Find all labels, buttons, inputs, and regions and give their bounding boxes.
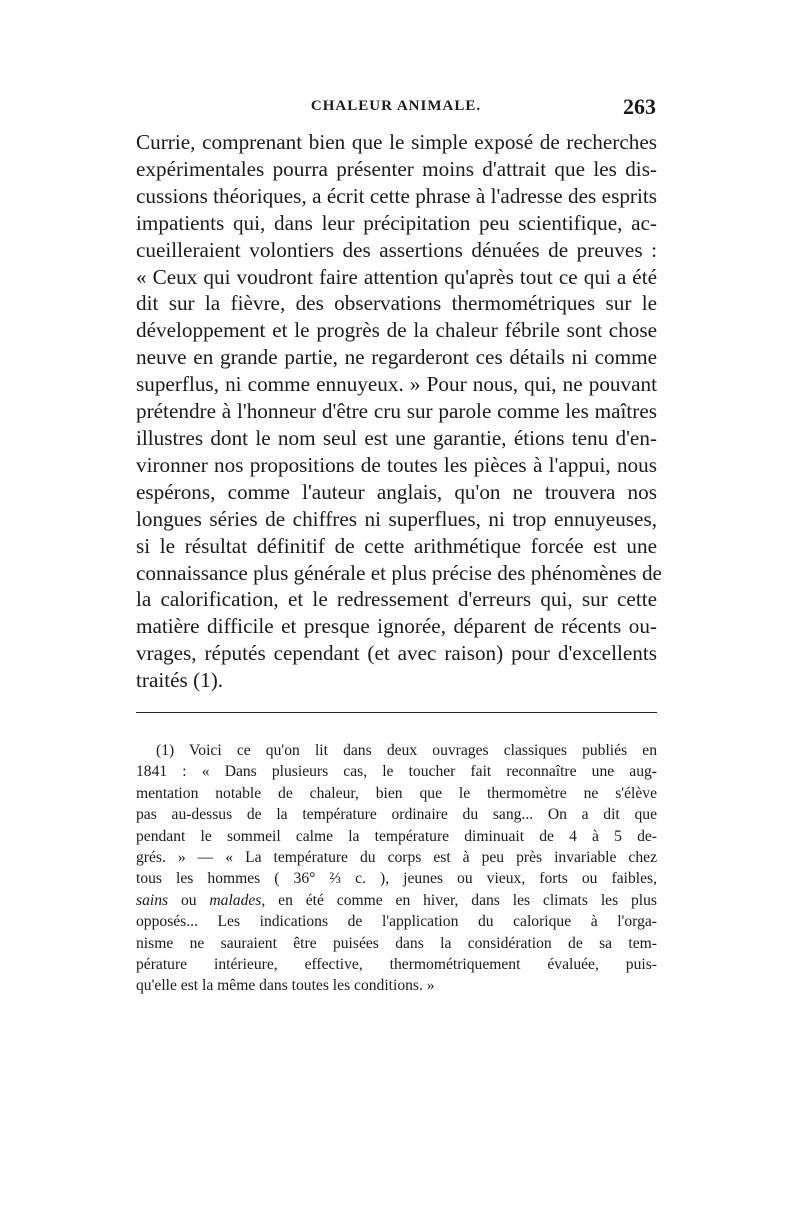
footnote-separator — [136, 712, 657, 713]
body-line: Currie, comprenant bien que le simple exposé de recherches — [136, 130, 657, 154]
body-line: si le résultat définitif de cette arithmétique forcée est une — [136, 533, 657, 558]
body-line: cussions théoriques, a écrit cette phrase à l'adresse des esprits — [136, 183, 657, 208]
footnote-line: pas au-dessus de la température ordinaire du sang... On a dit que — [136, 806, 657, 824]
footnote-line: opposés... Les indications de l'application du calorique à l'orga- — [136, 913, 657, 931]
footnote-line: nisme ne sauraient être puisées dans la considération de sa tem- — [136, 934, 657, 952]
footnote-line: 1841 : « Dans plusieurs cas, le toucher fait reconnaître une aug- — [136, 763, 657, 781]
footnote — [136, 740, 657, 997]
body-line: neuve en grande partie, ne regarderont ces détails ni comme — [136, 345, 657, 370]
footnote-line: (1) Voici ce qu'on lit dans deux ouvrages classiques publiés en — [156, 742, 657, 759]
page-number: 263 — [623, 94, 656, 119]
body-line: vironner nos propositions de toutes les pièces à l'appui, nous — [136, 452, 657, 477]
italic-word: malades — [209, 891, 262, 909]
footnote-line: mentation notable de chaleur, bien que le thermomètre ne s'élève — [136, 784, 657, 802]
body-line: prétendre à l'honneur d'être cru sur parole comme les maîtres — [136, 399, 657, 424]
body-line: la calorification, et le redressement d'erreurs qui, sur cette — [136, 587, 657, 612]
italic-word: sains — [136, 891, 169, 909]
footnote-text: ou — [168, 891, 210, 909]
footnote-line: pendant le sommeil calme la température diminuait de 4 à 5 de- — [136, 827, 657, 845]
body-line: dit sur la fièvre, des observations thermométriques sur le — [136, 291, 657, 316]
body-line: matière difficile et presque ignorée, déparent de récents ou- — [136, 614, 657, 639]
footnote-line: pérature intérieure, effective, thermométriquement évaluée, puis- — [136, 956, 657, 974]
main-text — [136, 129, 662, 694]
body-line: longues séries de chiffres ni superflues, ni trop ennuyeuses, — [136, 506, 657, 531]
footnote-text: , en été comme en hiver, dans les climats les plus — [261, 891, 658, 909]
body-line: superflus, ni comme ennuyeux. » Pour nous, qui, ne pouvant — [136, 372, 657, 397]
body-line: impatients qui, dans leur précipitation peu scientifique, ac- — [136, 210, 657, 235]
body-line: développement et le progrès de la chaleur fébrile sont chose — [136, 318, 657, 343]
body-line: « Ceux qui voudront faire attention qu'après tout ce qui a été — [136, 264, 657, 289]
body-line: vrages, réputés cependant (et avec raison) pour d'excellents — [136, 641, 657, 666]
body-line: expérimentales pourra présenter moins d'attrait que les dis- — [136, 156, 657, 181]
page-header — [136, 94, 656, 120]
body-line: cueilleraient volontiers des assertions dénuées de preuves : — [136, 237, 657, 262]
body-line: espérons, comme l'auteur anglais, qu'on ne trouvera nos — [136, 479, 657, 504]
body-line: traités (1). — [136, 668, 224, 693]
footnote-line — [136, 890, 657, 911]
body-line: connaissance plus générale et plus précise des phénomènes de — [136, 560, 662, 585]
footnote-line: tous les hommes ( 36° ⅔ c. ), jeunes ou vieux, forts ou faibles, — [136, 870, 657, 888]
footnote-line: qu'elle est la même dans toutes les conditions. » — [136, 977, 435, 995]
footnote-line: grés. » — « La température du corps est à peu près invariable chez — [136, 849, 657, 867]
body-line: illustres dont le nom seul est une garantie, étions tenu d'en- — [136, 425, 657, 450]
running-head: CHALEUR ANIMALE. — [310, 98, 482, 114]
